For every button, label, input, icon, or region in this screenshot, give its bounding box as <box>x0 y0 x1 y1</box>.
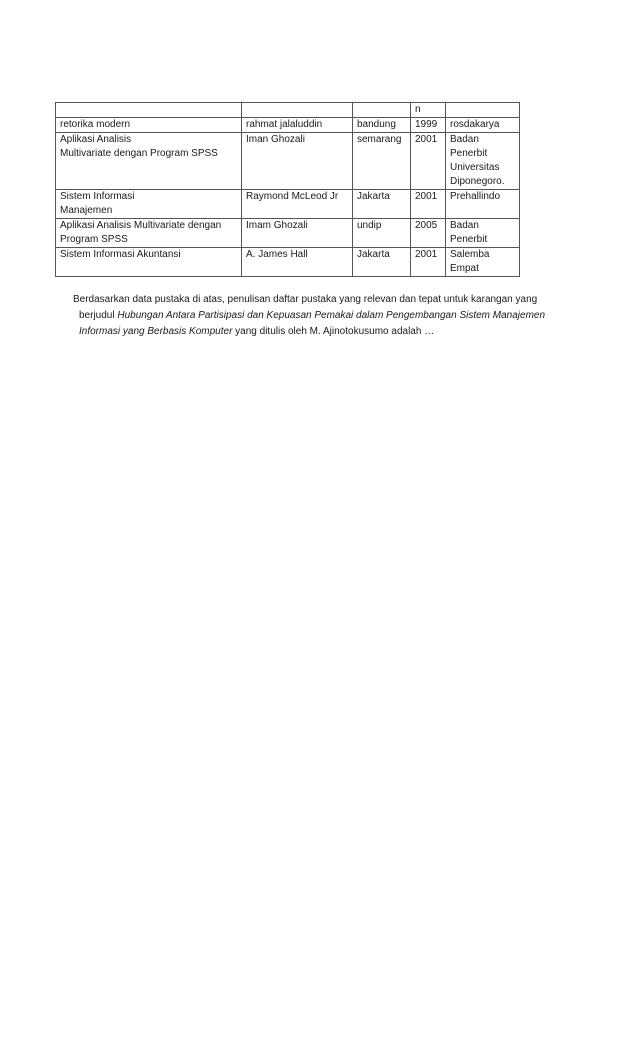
table-cell-publisher: Prehallindo <box>446 190 520 219</box>
table-cell-title: Aplikasi Analisis Multivariate dengan Program SPSS <box>56 133 242 190</box>
question-line-1: Berdasarkan data pustaka di atas, penulisan daftar pustaka yang relevan dan tepat untuk karangan yang <box>73 294 538 305</box>
table-row <box>56 133 520 190</box>
table-cell-author: Imam Ghozali <box>242 219 353 248</box>
question-line-2 <box>73 308 573 324</box>
table-cell-city: Jakarta <box>353 190 411 219</box>
table-cell-publisher <box>446 103 520 118</box>
table-cell-city: Jakarta <box>353 248 411 277</box>
table-cell-year: 2001 <box>411 190 446 219</box>
book-title-part-2: Informasi yang Berbasis Komputer <box>79 326 233 337</box>
table-row <box>56 118 520 133</box>
table-cell-title: Aplikasi Analisis Multivariate dengan Program SPSS <box>56 219 242 248</box>
bibliography-table <box>55 102 520 277</box>
table-cell-author <box>242 103 353 118</box>
table-row <box>56 248 520 277</box>
table-cell-year: 2001 <box>411 133 446 190</box>
table-row <box>56 219 520 248</box>
table-cell-title: Sistem Informasi Manajemen <box>56 190 242 219</box>
table-cell-city: bandung <box>353 118 411 133</box>
table-cell-city <box>353 103 411 118</box>
question-line-3 <box>73 324 573 340</box>
table-cell-city: semarang <box>353 133 411 190</box>
table-cell-year: 2001 <box>411 248 446 277</box>
table-cell-publisher: Salemba Empat <box>446 248 520 277</box>
question-line-2-prefix: berjudul <box>79 310 118 321</box>
table-cell-author: Iman Ghozali <box>242 133 353 190</box>
table-cell-year: 1999 <box>411 118 446 133</box>
question-text <box>73 292 573 340</box>
table-cell-title: retorika modern <box>56 118 242 133</box>
table-cell-author: rahmat jalaluddin <box>242 118 353 133</box>
table-cell-publisher: rosdakarya <box>446 118 520 133</box>
table-cell-author: A. James Hall <box>242 248 353 277</box>
table-cell-city: undip <box>353 219 411 248</box>
table-cell-publisher: Badan Penerbit Universitas Diponegoro. <box>446 133 520 190</box>
table-cell-title: Sistem Informasi Akuntansi <box>56 248 242 277</box>
table-cell-author: Raymond McLeod Jr <box>242 190 353 219</box>
table-cell-year: 2005 <box>411 219 446 248</box>
question-line-3-suffix: yang ditulis oleh M. Ajinotokusumo adalah … <box>232 326 435 337</box>
book-title-part-1: Hubungan Antara Partisipasi dan Kepuasan Pemakai dalam Pengembangan Sistem Manajemen <box>117 310 546 321</box>
table-cell-year: n <box>411 103 446 118</box>
table-cell-publisher: Badan Penerbit <box>446 219 520 248</box>
bibliography-table-body <box>56 103 520 277</box>
table-cell-title <box>56 103 242 118</box>
table-row <box>56 190 520 219</box>
table-row <box>56 103 520 118</box>
